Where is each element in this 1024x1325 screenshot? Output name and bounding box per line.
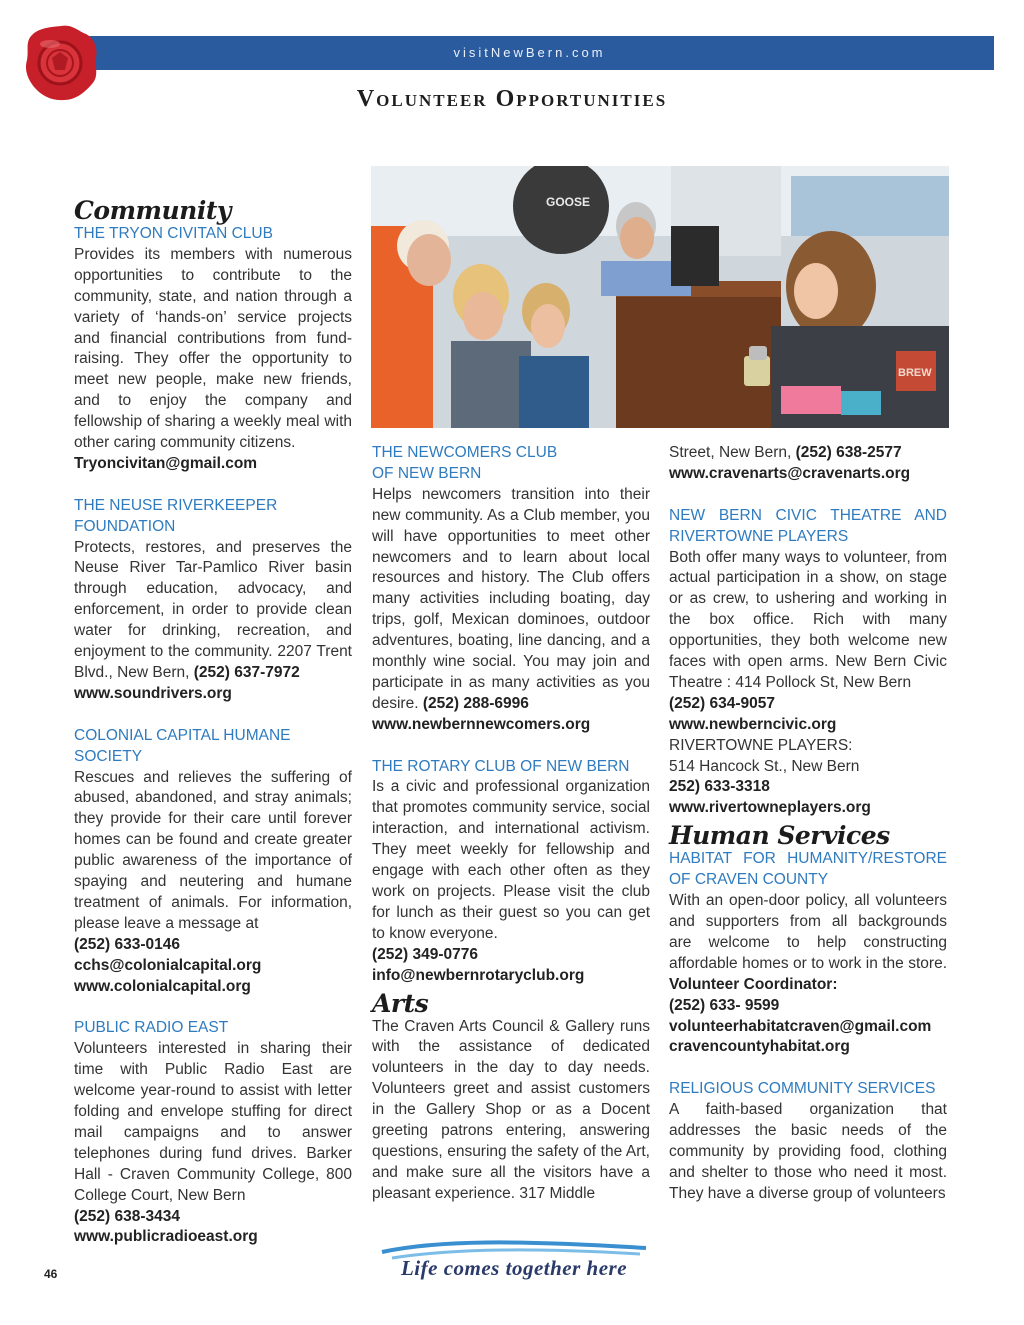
- org-description: Street, New Bern, (252) 638-2577: [669, 444, 902, 461]
- org-description: Both offer many ways to volunteer, from actual participation in a show, on stage or as crew, to ushering and working in the box office. Rich with many opportunities, they both welcome new faces with open arms. New Bern Civic Theatre : 414 Pollock St, New Bern: [669, 548, 947, 691]
- shirt-text: BREW: [898, 367, 932, 379]
- tagline-text: Life comes together here: [400, 1256, 628, 1280]
- org-contact-label: Volunteer Coordinator:: [669, 975, 838, 993]
- org-phone: (252) 288-6996: [422, 694, 529, 712]
- org-name: RELIGIOUS COMMUNITY SERVICES: [669, 1080, 936, 1098]
- column-left: [74, 198, 352, 1248]
- org-name: THE TRYON CIVITAN CLUB: [74, 225, 273, 242]
- org-phone: (252) 633- 9599: [669, 996, 780, 1014]
- org-description: Volunteers interested in sharing their time with Public Radio East are welcome year-round to assist with letter folding and envelope stuffing for direct mail campaigns and to answer telephones during fund drives. Barker Hall - Craven Community College, 800 College Court, New Bern: [74, 1040, 352, 1204]
- org-phone: (252) 634-9057: [669, 694, 775, 712]
- org-email: cchs@colonialcapital.org: [74, 956, 262, 974]
- org-name: COLONIAL CAPITAL HUMANE: [74, 726, 291, 744]
- org-website: www.publicradioeast.org: [74, 1228, 258, 1246]
- org-description: Helps newcomers transition into their new community. As a Club member, you will have opportunities to meet other newcomers and to learn about local resources and history. The Club offers many activities including boating, day trips, golf, Mexican dominoes, outdoor adventures, boating, line dancing, and a monthly wine social. You may join and participate in as many activities as you desire. (252) 288-6996: [372, 485, 650, 712]
- column-middle: [372, 443, 650, 1205]
- org-website: www.colonialcapital.org: [74, 977, 251, 995]
- tagline-logo: [378, 1238, 650, 1284]
- org-website: www.rivertowneplayers.org: [669, 799, 871, 817]
- org-name: THE NEWCOMERS CLUB: [372, 444, 558, 461]
- org-name: THE ROTARY CLUB OF NEW BERN: [372, 757, 630, 775]
- org-name: THE NEUSE RIVERKEEPER: [74, 496, 278, 514]
- sign-text: GOOSE: [546, 195, 591, 209]
- org-name: NEW BERN CIVIC THEATRE AND RIVERTOWNE PLAYERS: [669, 506, 947, 545]
- org-website: cravencountyhabitat.org: [669, 1038, 850, 1056]
- org-description: Provides its members with numerous opportunities to contribute to the community, state, and nation through a variety of ‘hands-on’ service projects and financial contributions from fund-raising. They offer the opportunity to meet new people, make new friends, and to enjoy the company and fellowship of sharing a weekly meal with other caring community citizens.: [74, 245, 352, 452]
- header-bar: [65, 36, 994, 70]
- org-name: SOCIETY: [74, 747, 143, 765]
- section-heading-arts: Arts: [372, 988, 429, 1018]
- org-name: FOUNDATION: [74, 517, 176, 535]
- org-phone: (252) 638-2577: [795, 444, 902, 461]
- column-right: [669, 443, 947, 1205]
- org-description: With an open-door policy, all volunteers and supporters from all backgrounds are welcome to help constructing affordable homes or to work in the store. Volunteer Coordinator:: [669, 892, 947, 993]
- org-phone: (252) 638-3434: [74, 1207, 180, 1225]
- org-name: PUBLIC RADIO EAST: [74, 1019, 229, 1037]
- org-email: www.cravenarts@cravenarts.org: [669, 464, 911, 482]
- org-website: www.newbernnewcomers.org: [372, 715, 591, 733]
- org-website: www.newberncivic.org: [669, 715, 837, 733]
- org-phone: 252) 633-3318: [669, 778, 770, 796]
- org-description: Is a civic and professional organization that promotes community service, social interaction, and international activism. They meet weekly for fellowship and engage with each other often as they work on projects. Please visit the club for lunch as their guest so you can get to know everyone.: [372, 778, 650, 942]
- org-email: volunteerhabitatcraven@gmail.com: [669, 1017, 932, 1035]
- org-name: OF NEW BERN: [372, 464, 482, 482]
- org-name: HABITAT FOR HUMANITY/RESTORE OF CRAVEN COUNTY: [669, 850, 947, 889]
- site-url: visitNewBern.com: [453, 45, 606, 60]
- org-description: The Craven Arts Council & Gallery runs with the assistance of dedicated volunteers in the day to day needs. Volunteers greet and assist customers in the Gallery Shop or as a Docent greeting patrons entering, answering questions, ensuring the safety of the Art, and make sure all the visitors have a pleasant experience. 317 Middle: [372, 1017, 650, 1202]
- volunteer-event-photo: [371, 166, 949, 428]
- org-address: 514 Hancock St., New Bern: [669, 757, 860, 775]
- page-number: 46: [44, 1267, 58, 1281]
- org-phone: (252) 349-0776: [372, 945, 478, 963]
- org-website: www.soundrivers.org: [74, 684, 232, 702]
- org-description: Protects, restores, and preserves the Neuse River Tar-Pamlico River basin through education, advocacy, and enforcement, in order to provide clean water for drinking, recreation, and enjoyment to the community. 2207 Trent Blvd., New Bern, (252) 637-7972: [74, 538, 352, 682]
- section-heading-community: Community: [74, 196, 231, 225]
- section-heading-human-services: Human Services: [669, 821, 890, 851]
- org-description: A faith-based organization that addresses the basic needs of the community by providing food, clothing and shelter to those who need it most. They have a diverse group of volunteers: [669, 1101, 947, 1202]
- page-title: Volunteer Opportunities: [356, 86, 668, 112]
- org-description: Rescues and relieves the suffering of abused, abandoned, and stray animals; they provide for their care until forever homes can be found and create greater public awareness of the importance of spaying and neutering and humane treatment of animals. For information, please leave a message at: [74, 768, 352, 932]
- org-email: info@newbernrotaryclub.org: [372, 966, 585, 984]
- org-label: RIVERTOWNE PLAYERS:: [669, 736, 853, 754]
- org-phone: (252) 633-0146: [74, 935, 180, 953]
- org-phone: (252) 637-7972: [193, 664, 300, 682]
- org-email: Tryoncivitan@gmail.com: [74, 454, 258, 472]
